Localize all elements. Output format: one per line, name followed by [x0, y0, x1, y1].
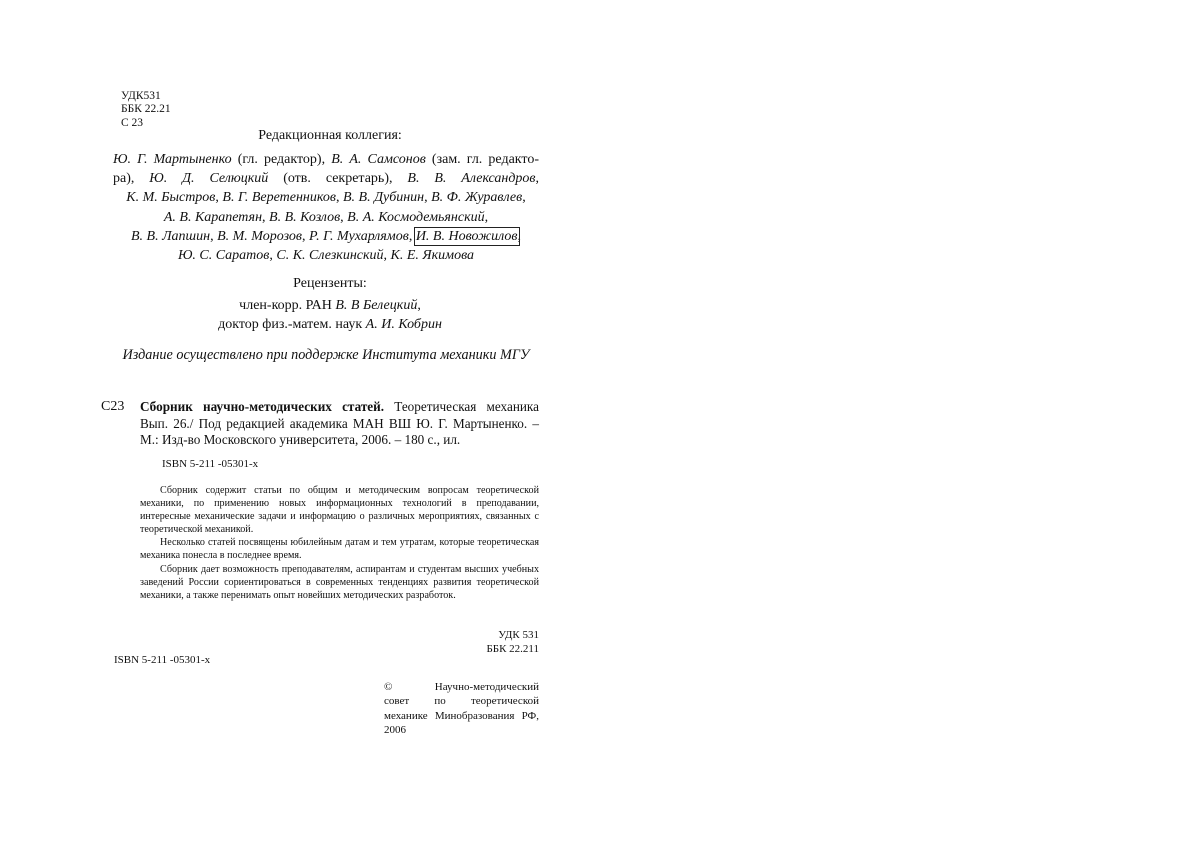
board-member-role: , [383, 248, 391, 264]
board-member-role: , [535, 171, 539, 187]
board-member-role: , [522, 190, 526, 206]
board-member-role: , [484, 209, 489, 225]
annotation-paragraph: Сборник содержит статьи по общим и методическим вопросам теоретической механики, по применению новых информационных технологий в преподавании, интересные механические задачи и информацию о различных мероприятиях, связанных с теоретической механикой. [140, 485, 539, 536]
board-member-name: В. В. Дубинин [342, 190, 425, 206]
annotation-paragraph: Несколько статей посвящены юбилейным датам и тем утратам, которые теоретическая механика понесла в последнее время. [140, 537, 539, 562]
copyright-line: © Научно-методический [384, 681, 539, 693]
copyright-holder: совет по теоретической механике Минобразования РФ, 2006 [384, 695, 539, 737]
board-member-role: , [215, 190, 223, 206]
board-member-role: , [301, 228, 309, 244]
editorial-board-line [113, 208, 539, 227]
board-member-name: В. Ф. Журавлев [431, 190, 523, 206]
classification-bottom [440, 628, 539, 657]
support-note: Издание осуществлено при поддержке Института механики МГУ [122, 347, 530, 363]
editorial-board-title: Редакционная коллегия: [258, 128, 402, 143]
board-member-role: , [262, 209, 270, 225]
shelf-code: С23 [101, 399, 125, 414]
board-member-role: , [269, 248, 277, 264]
board-member-role: , [517, 228, 522, 244]
editorial-board-line [113, 246, 539, 265]
udk-code: УДК531 [121, 90, 161, 102]
board-member-name: В. А. Космодемьянский [347, 209, 485, 225]
book-title: Сборник научно-методических статей. [140, 399, 385, 414]
editorial-board-line [113, 188, 539, 207]
reviewer-punct: , [417, 298, 421, 313]
board-member-role: , [210, 228, 218, 244]
reviewer-title: член-корр. РАН [239, 298, 336, 313]
board-member-role: (отв. секретарь), [268, 171, 408, 187]
board-member-name: К. М. Быстров [126, 190, 216, 206]
editorial-board-list [113, 150, 539, 265]
bibliographic-details: Теоретическая механика Вып. 26./ Под редакцией академика МАН ВШ Ю. Г. Мартыненко. – М.: Изд-во Московского университета, 2006. – 180 с., ил. [140, 399, 539, 447]
reviewer-line [120, 296, 540, 315]
bibliographic-entry [140, 399, 539, 449]
reviewers-list [120, 296, 540, 334]
udk-bottom: УДК 531 [498, 629, 539, 641]
board-member-name: А. В. Карапетян [163, 209, 263, 225]
classification-codes [121, 90, 171, 130]
bbk-bottom: ББК 22.211 [486, 643, 539, 656]
editorial-board-line [113, 169, 539, 188]
reviewer-name: В. В Белецкий [335, 298, 418, 313]
board-member-name: В. В. Лапшин [130, 228, 211, 244]
board-member-name: В. В. Александров [407, 171, 536, 187]
board-member-name: С. К. Слезкинский [276, 248, 384, 264]
author-sign-code: С 23 [121, 116, 144, 129]
annotation [140, 484, 539, 602]
reviewer-line [120, 315, 540, 334]
editorial-board-line [113, 150, 539, 169]
board-member-role: , [340, 209, 348, 225]
board-member-name: В. Г. Веретенников [222, 190, 336, 206]
board-member-role: ра), [113, 171, 150, 187]
copyright-notice [384, 680, 539, 738]
board-member-name: К. Е. Якимова [390, 248, 475, 264]
board-member-name: Р. Г. Мухарлямов [308, 228, 409, 244]
highlighted-member-name: И. В. Новожилов [415, 228, 518, 244]
board-member-role: , [335, 190, 343, 206]
board-member-role: , [424, 190, 432, 206]
board-member-name: В. М. Морозов [217, 228, 302, 244]
editorial-board-line [113, 227, 539, 246]
annotation-paragraph: Сборник дает возможность преподавателям, аспирантам и студентам высших учебных заведений России сориентироваться в современных тенденциях развития теоретической механики, а также перенимать опыт новейших методических разработок. [140, 563, 539, 601]
reviewers-title: Рецензенты: [293, 276, 367, 291]
board-member-role: (гл. редактор), [231, 152, 332, 167]
board-member-name: Ю. Д. Селюцкий [149, 171, 269, 187]
board-member-role: (зам. гл. редакто- [425, 152, 540, 167]
isbn-bottom: ISBN 5-211 -05301-х [114, 654, 211, 666]
board-member-name: В. В. Козлов [269, 209, 341, 225]
reviewer-name: А. И. Кобрин [365, 317, 442, 332]
board-member-name: Ю. Г. Мартыненко [113, 152, 232, 167]
reviewer-title: доктор физ.-матем. наук [218, 317, 366, 332]
isbn-entry: ISBN 5-211 -05301-х [162, 458, 259, 470]
bbk-code: ББК 22.21 [121, 103, 171, 116]
board-member-name: В. А. Самсонов [331, 152, 426, 167]
board-member-role: , [408, 228, 416, 244]
board-member-name: Ю. С. Саратов [177, 248, 270, 264]
